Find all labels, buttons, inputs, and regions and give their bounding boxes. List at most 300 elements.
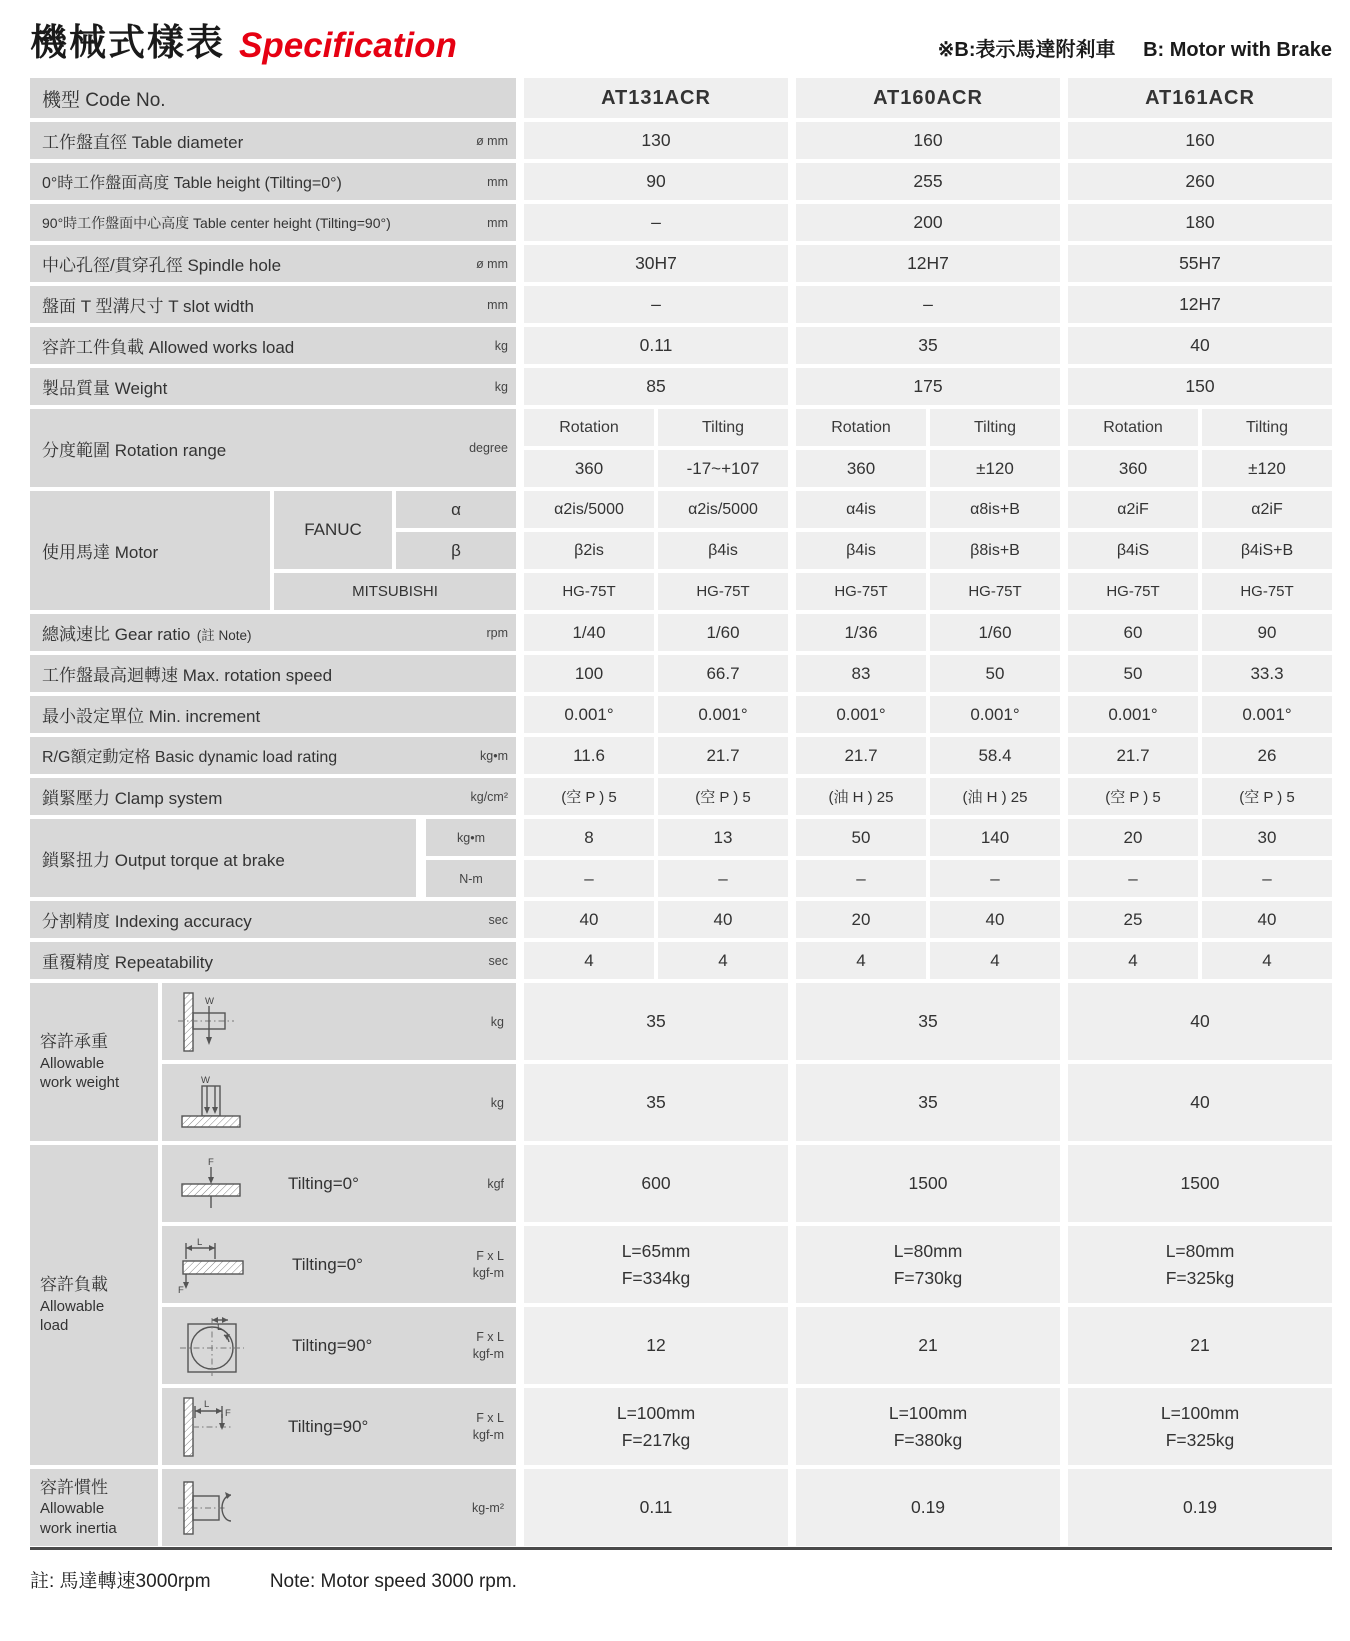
tilting0-fl-diagram-icon	[178, 1235, 248, 1295]
tilting0-force-diagram-icon	[178, 1155, 244, 1213]
value-cell: -17~+107	[658, 450, 788, 487]
torque-label-cell	[30, 819, 416, 897]
row-rotation-range	[30, 409, 1332, 487]
block-allowable-load	[30, 1145, 1332, 1465]
row-unit: kg	[494, 338, 508, 353]
torque-unit-kgm: kg•m	[426, 819, 516, 856]
value-cell: 35	[524, 983, 788, 1060]
value-cell: 85	[524, 368, 788, 405]
value-cell: –	[524, 286, 788, 323]
value-cell: 26	[1202, 737, 1332, 774]
work-weight-label-cell	[30, 983, 158, 1141]
model-header-at161acr: AT161ACR	[1068, 78, 1332, 118]
row-unit	[473, 1410, 504, 1444]
allowable-load-row-3	[162, 1307, 1332, 1384]
tilting-caption: Tilting=0°	[288, 1173, 359, 1193]
row-unit: sec	[488, 912, 508, 927]
value-cell: β2is	[524, 532, 654, 569]
value-cell: 50	[796, 819, 926, 856]
model-header-at160acr: AT160ACR	[796, 78, 1060, 118]
value-cell: 100	[524, 655, 654, 692]
inertia-row	[162, 1469, 1332, 1546]
value-cell: 40	[524, 901, 654, 938]
beta-symbol-cell: β	[396, 532, 516, 569]
value-cell: 20	[1068, 819, 1198, 856]
value-cell	[1068, 1388, 1332, 1465]
page-title	[30, 12, 457, 66]
value-cell: 58.4	[930, 737, 1060, 774]
svg-text:F: F	[225, 1407, 231, 1419]
row-table-height	[30, 163, 1332, 200]
row-label: 最小設定單位 Min. increment	[42, 707, 261, 726]
row-label: 中心孔徑/貫穿孔徑 Spindle hole	[42, 256, 282, 275]
row-basic-dynamic-load-rating	[30, 737, 1332, 774]
label-zh: 容許負載	[40, 1275, 108, 1295]
row-label: 鎖緊扭力 Output torque at brake	[42, 850, 285, 870]
value-cell: (油 H ) 25	[796, 778, 926, 815]
value-cell: 1/36	[796, 614, 926, 651]
value-line-l: L=65mm	[621, 1241, 691, 1262]
value-cell: 20	[796, 901, 926, 938]
value-cell: 0.19	[796, 1469, 1060, 1546]
unit-line: F x L	[476, 1329, 504, 1344]
svg-text:F: F	[178, 1284, 184, 1295]
label-cell	[30, 901, 516, 938]
unit-line: kgf-m	[472, 1427, 504, 1442]
row-unit: degree	[469, 441, 508, 455]
work-weight-row-2	[162, 1064, 1332, 1141]
value-cell: 40	[1068, 327, 1332, 364]
value-cell: 0.11	[524, 1469, 788, 1546]
label-cell	[30, 778, 516, 815]
row-gear-ratio	[30, 614, 1332, 651]
label-cell	[30, 942, 516, 979]
row-repeatability	[30, 942, 1332, 979]
tilting-caption: Tilting=0°	[292, 1254, 363, 1274]
alpha-symbol-cell: α	[396, 491, 516, 528]
value-cell: 260	[1068, 163, 1332, 200]
value-cell: 40	[1068, 983, 1332, 1060]
svg-text:L: L	[197, 1236, 203, 1248]
allowable-load-row-1	[162, 1145, 1332, 1222]
value-cell: α2iF	[1068, 491, 1198, 528]
value-cell: 1/40	[524, 614, 654, 651]
label-cell	[30, 655, 516, 692]
footer-note-zh: 註: 馬達轉速3000rpm	[30, 1571, 211, 1592]
row-label: 0°時工作盤面高度 Table height (Tilting=0°)	[42, 175, 342, 192]
row-unit: mm	[487, 297, 508, 312]
title-bar	[30, 14, 1332, 66]
code-no-label: 機型 Code No.	[42, 89, 166, 111]
value-cell: β4iS	[1068, 532, 1198, 569]
row-label: 90°時工作盤面中心高度 Table center height (Tilting=90°)	[42, 214, 391, 231]
value-cell: 0.001°	[524, 696, 654, 733]
row-unit: kg/cm²	[470, 789, 508, 804]
value-cell: α2is/5000	[524, 491, 654, 528]
value-cell: 180	[1068, 204, 1332, 241]
row-label: R/G額定動定格 Basic dynamic load rating	[42, 749, 338, 766]
value-cell	[524, 1226, 788, 1303]
value-cell	[796, 1388, 1060, 1465]
value-cell: 150	[1068, 368, 1332, 405]
model-header-at131acr: AT131ACR	[524, 78, 788, 118]
value-cell	[1068, 1226, 1332, 1303]
row-unit: kgf	[487, 1176, 504, 1191]
value-cell: –	[524, 860, 654, 897]
tilting-caption: Tilting=90°	[288, 1416, 369, 1436]
svg-text:L: L	[217, 1321, 223, 1333]
rotation-subhead-row	[516, 409, 1332, 446]
motor-label: 使用馬達 Motor	[42, 543, 159, 562]
value-cell: 1/60	[930, 614, 1060, 651]
work-weight-rows	[162, 983, 1332, 1141]
footer-note	[30, 1566, 1332, 1593]
value-line-l: L=80mm	[893, 1241, 963, 1262]
unit-line: F x L	[476, 1410, 504, 1425]
value-cell: 50	[1068, 655, 1198, 692]
value-cell: 1500	[1068, 1145, 1332, 1222]
value-cell: –	[1202, 860, 1332, 897]
tilting-caption: Tilting=90°	[292, 1335, 373, 1355]
value-cell: 12H7	[796, 245, 1060, 282]
motor-brand-cells	[274, 491, 516, 610]
value-cell: β4is	[796, 532, 926, 569]
footer-note-en: Note: Motor speed 3000 rpm.	[269, 1571, 517, 1592]
brake-note	[916, 33, 1332, 66]
diagram-cell	[162, 1226, 516, 1303]
unit-line: kgf-m	[472, 1265, 504, 1280]
value-cell: (空 P ) 5	[1068, 778, 1198, 815]
value-cell: (空 P ) 5	[524, 778, 654, 815]
work-weight-top-diagram-icon	[178, 1072, 244, 1134]
motor-values	[516, 491, 1332, 610]
value-cell: 21	[796, 1307, 1060, 1384]
svg-text:W: W	[201, 1074, 210, 1086]
value-cell: 60	[1068, 614, 1198, 651]
value-cell: 30	[1202, 819, 1332, 856]
value-cell: HG-75T	[524, 573, 654, 610]
label-cell	[30, 409, 516, 487]
diagram-cell	[162, 1145, 516, 1222]
value-line-l: L=100mm	[616, 1403, 696, 1424]
label-cell	[30, 286, 516, 323]
value-cell: HG-75T	[796, 573, 926, 610]
label-en: load	[40, 1317, 69, 1335]
row-clamp-system	[30, 778, 1332, 815]
diagram-cell	[162, 1064, 516, 1141]
value-cell: 35	[796, 327, 1060, 364]
value-cell: ±120	[1202, 450, 1332, 487]
value-cell: β4iS+B	[1202, 532, 1332, 569]
tilting90-fl-diagram-icon	[178, 1396, 244, 1458]
row-unit: mm	[487, 174, 508, 189]
label-cell	[30, 737, 516, 774]
row-unit: kg	[494, 379, 508, 394]
block-allowable-work-weight	[30, 983, 1332, 1141]
value-cell: 600	[524, 1145, 788, 1222]
value-cell: 1500	[796, 1145, 1060, 1222]
inertia-label-cell	[30, 1469, 158, 1546]
row-unit: sec	[488, 953, 508, 968]
label-en: Allowable	[40, 1054, 105, 1072]
row-min-increment	[30, 696, 1332, 733]
value-cell: 160	[796, 122, 1060, 159]
value-line-f: F=730kg	[893, 1267, 963, 1288]
row-label: 製品質量 Weight	[42, 379, 168, 398]
brake-note-en: B: Motor with Brake	[1143, 39, 1332, 61]
value-cell: 8	[524, 819, 654, 856]
value-line-l: L=100mm	[1160, 1403, 1240, 1424]
value-cell: α4is	[796, 491, 926, 528]
table-bottom-rule	[30, 1547, 1332, 1550]
row-unit: mm	[487, 215, 508, 230]
value-cell: 4	[930, 942, 1060, 979]
row-allowed-works-load	[30, 327, 1332, 364]
value-cell: 200	[796, 204, 1060, 241]
value-line-f: F=325kg	[1165, 1429, 1235, 1450]
row-label: 鎖緊壓力 Clamp system	[42, 789, 223, 808]
motor-mitsubishi-row	[516, 573, 1332, 610]
value-cell: α8is+B	[930, 491, 1060, 528]
value-cell: 360	[796, 450, 926, 487]
row-unit: ø mm	[476, 133, 508, 148]
subhead-cell: Tilting	[1202, 409, 1332, 446]
row-unit: kg	[490, 1014, 504, 1029]
row-label: 分度範圍 Rotation range	[42, 440, 227, 460]
label-en: Allowable	[40, 1297, 105, 1315]
value-cell: –	[524, 204, 788, 241]
work-inertia-diagram-icon	[178, 1478, 244, 1538]
value-line-f: F=380kg	[893, 1429, 963, 1450]
mitsubishi-cell: MITSUBISHI	[274, 573, 516, 610]
row-weight	[30, 368, 1332, 405]
value-cell: 360	[1068, 450, 1198, 487]
value-cell: HG-75T	[658, 573, 788, 610]
row-max-rotation-speed	[30, 655, 1332, 692]
row-label: 容許工件負載 Allowed works load	[42, 338, 295, 357]
value-cell: 1/60	[658, 614, 788, 651]
value-cell: β4is	[658, 532, 788, 569]
fanuc-cell: FANUC	[274, 491, 392, 569]
allowable-load-rows	[162, 1145, 1332, 1465]
value-cell: 40	[1068, 1064, 1332, 1141]
row-code-no	[30, 78, 1332, 118]
label-zh: 容許承重	[40, 1032, 108, 1052]
motor-alpha-row	[516, 491, 1332, 528]
value-cell: 175	[796, 368, 1060, 405]
value-cell: –	[796, 860, 926, 897]
motor-beta-row	[516, 532, 1332, 569]
value-cell: 0.001°	[658, 696, 788, 733]
value-cell: 255	[796, 163, 1060, 200]
value-cell: 4	[796, 942, 926, 979]
value-cell: 90	[1202, 614, 1332, 651]
value-cell: 12	[524, 1307, 788, 1384]
torque-nm-row	[516, 860, 1332, 897]
row-unit: kg•m	[480, 748, 508, 763]
spec-table	[30, 78, 1332, 1550]
row-unit: kg	[490, 1095, 504, 1110]
value-cell: 66.7	[658, 655, 788, 692]
subhead-cell: Rotation	[1068, 409, 1198, 446]
label-cell	[30, 122, 516, 159]
value-cell: 12H7	[1068, 286, 1332, 323]
label-cell	[30, 163, 516, 200]
row-label: 工作盤直徑 Table diameter	[42, 133, 244, 152]
value-line-f: F=217kg	[621, 1429, 691, 1450]
torque-values	[516, 819, 1332, 897]
row-label-note: (註 Note)	[196, 628, 252, 643]
block-allowable-work-inertia	[30, 1469, 1332, 1546]
row-unit	[473, 1329, 504, 1363]
subhead-cell: Tilting	[658, 409, 788, 446]
brake-note-zh: ※B:表示馬達附剎車	[937, 39, 1116, 61]
value-cell: –	[930, 860, 1060, 897]
diagram-cell	[162, 1469, 516, 1546]
value-cell: 40	[1202, 901, 1332, 938]
value-cell: 30H7	[524, 245, 788, 282]
value-cell: 130	[524, 122, 788, 159]
value-cell: HG-75T	[1202, 573, 1332, 610]
value-cell: 21	[1068, 1307, 1332, 1384]
value-cell: β8is+B	[930, 532, 1060, 569]
value-cell: 25	[1068, 901, 1198, 938]
value-cell: 360	[524, 450, 654, 487]
value-cell: 4	[658, 942, 788, 979]
subhead-cell: Tilting	[930, 409, 1060, 446]
value-line-l: L=100mm	[888, 1403, 968, 1424]
allowable-load-row-4	[162, 1388, 1332, 1465]
value-cell	[796, 1226, 1060, 1303]
torque-unit-nm: N-m	[426, 860, 516, 897]
value-cell: 40	[930, 901, 1060, 938]
subhead-cell: Rotation	[524, 409, 654, 446]
label-cell	[30, 614, 516, 651]
value-cell: –	[796, 286, 1060, 323]
value-line-f: F=325kg	[1165, 1267, 1235, 1288]
row-unit: ø mm	[476, 256, 508, 271]
title-zh: 機械式樣表	[30, 22, 225, 63]
value-cell: 11.6	[524, 737, 654, 774]
value-cell: 21.7	[796, 737, 926, 774]
row-label: 盤面 T 型溝尺寸 T slot width	[42, 297, 254, 316]
value-cell: 13	[658, 819, 788, 856]
rotation-value-row	[516, 450, 1332, 487]
value-cell	[524, 1388, 788, 1465]
tilting90-front-diagram-icon	[178, 1315, 248, 1377]
value-cell: 55H7	[1068, 245, 1332, 282]
subhead-cell: Rotation	[796, 409, 926, 446]
rotation-values	[516, 409, 1332, 487]
row-table-diameter	[30, 122, 1332, 159]
work-weight-side-diagram-icon	[178, 991, 244, 1053]
value-cell: 35	[796, 1064, 1060, 1141]
motor-label-cell	[30, 491, 270, 610]
value-cell: 21.7	[658, 737, 788, 774]
value-cell: α2iF	[1202, 491, 1332, 528]
value-cell: 35	[524, 1064, 788, 1141]
row-table-center-height	[30, 204, 1332, 241]
value-cell: 40	[658, 901, 788, 938]
value-cell: α2is/5000	[658, 491, 788, 528]
value-cell: 83	[796, 655, 926, 692]
label-cell	[30, 327, 516, 364]
value-cell: 160	[1068, 122, 1332, 159]
torque-kgm-row	[516, 819, 1332, 856]
value-cell: ±120	[930, 450, 1060, 487]
value-cell: 0.001°	[930, 696, 1060, 733]
value-cell: 4	[1068, 942, 1198, 979]
value-cell: 0.001°	[1202, 696, 1332, 733]
row-t-slot-width	[30, 286, 1332, 323]
allowable-load-row-2	[162, 1226, 1332, 1303]
row-unit: kg-m²	[472, 1500, 504, 1515]
value-cell: 21.7	[1068, 737, 1198, 774]
svg-text:L: L	[204, 1398, 210, 1410]
value-line-f: F=334kg	[621, 1267, 691, 1288]
row-label: 總減速比 Gear ratio	[42, 625, 191, 644]
row-label: 分割精度 Indexing accuracy	[42, 912, 252, 931]
label-en: work inertia	[40, 1519, 117, 1537]
row-indexing-accuracy	[30, 901, 1332, 938]
value-cell: (油 H ) 25	[930, 778, 1060, 815]
value-cell: 90	[524, 163, 788, 200]
label-cell	[30, 696, 516, 733]
row-motor	[30, 491, 1332, 610]
label-en: work weight	[40, 1074, 120, 1092]
allowable-load-label-cell	[30, 1145, 158, 1465]
value-cell: –	[658, 860, 788, 897]
torque-unit-cells	[420, 819, 516, 897]
label-cell	[30, 368, 516, 405]
label-cell	[30, 245, 516, 282]
value-cell: 140	[930, 819, 1060, 856]
value-cell: 33.3	[1202, 655, 1332, 692]
unit-line: F x L	[476, 1248, 504, 1263]
unit-line: kgf-m	[472, 1346, 504, 1361]
row-output-torque	[30, 819, 1332, 897]
label-cell	[30, 204, 516, 241]
value-cell: 4	[1202, 942, 1332, 979]
value-cell: HG-75T	[930, 573, 1060, 610]
value-cell: 0.001°	[796, 696, 926, 733]
diagram-cell	[162, 1388, 516, 1465]
value-cell: (空 P ) 5	[658, 778, 788, 815]
value-cell: HG-75T	[1068, 573, 1198, 610]
work-weight-row-1	[162, 983, 1332, 1060]
label-zh: 容許慣性	[40, 1477, 108, 1497]
value-cell: 0.11	[524, 327, 788, 364]
value-cell: 0.19	[1068, 1469, 1332, 1546]
row-label: 重覆精度 Repeatability	[42, 953, 214, 972]
value-cell: –	[1068, 860, 1198, 897]
value-line-l: L=80mm	[1165, 1241, 1235, 1262]
value-cell: 4	[524, 942, 654, 979]
value-cell: 35	[796, 983, 1060, 1060]
svg-text:F: F	[208, 1156, 214, 1168]
value-cell: 50	[930, 655, 1060, 692]
value-cell: 0.001°	[1068, 696, 1198, 733]
svg-text:W: W	[205, 995, 214, 1007]
code-no-label-cell	[30, 78, 516, 118]
row-label: 工作盤最高迴轉速 Max. rotation speed	[42, 666, 333, 685]
value-cell: (空 P ) 5	[1202, 778, 1332, 815]
label-en: Allowable	[40, 1500, 105, 1518]
title-en: Specification	[239, 26, 457, 65]
row-unit: rpm	[486, 625, 508, 640]
row-spindle-hole	[30, 245, 1332, 282]
diagram-cell	[162, 1307, 516, 1384]
